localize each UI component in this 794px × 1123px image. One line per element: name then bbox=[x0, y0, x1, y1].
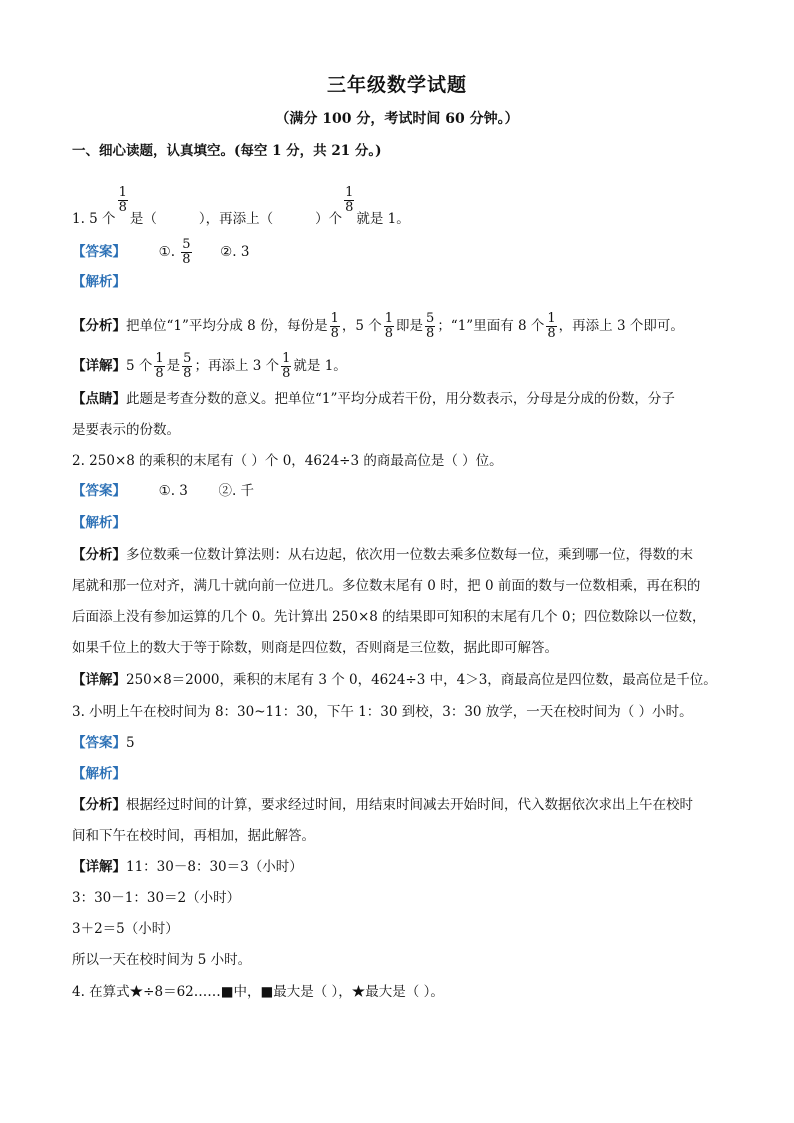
q1-text-c: ），再添上（ bbox=[198, 211, 274, 227]
fenxi-2-line3: 后面添上没有参加运算的几个 0。先计算出 250×8 的结果即可知积的末尾有几个 0；四位数除以一位数， bbox=[72, 609, 706, 625]
xiangjie-2: 【详解】250×8＝2000，乘积的末尾有 3 个 0，4624÷3 中，4＞3，商最高位是四位数，最高位是千位。 bbox=[72, 672, 717, 688]
answer-1-part1: ①. bbox=[158, 244, 175, 260]
section-heading: 一、细心读题，认真填空。(每空 1 分，共 21 分。) bbox=[72, 143, 382, 159]
fenxi-label: 【分析】 bbox=[72, 547, 126, 563]
fenxi-1: 【分析】把单位“1”平均分成 8 份，每份是 $\frac{1}{8}$ ，5 个 $\frac{1}{8}$ 即是 $\frac{5}{8}$ ；“1”里面有 8 个 $\frac{1}{8}$ ，再添上 3 个即可。 bbox=[72, 311, 684, 341]
answer-3: 【答案】5 bbox=[72, 735, 135, 751]
xiangjie-1: 【详解】5 个 $\frac{1}{8}$ 是 $\frac{5}{8}$ ；再添上 3 个 $\frac{1}{8}$ 就是 1。 bbox=[72, 351, 347, 381]
question-3: 3. 小明上午在校时间为 8：30~11：30，下午 1：30 到校，3：30 放学，一天在校时间为（ ）小时。 bbox=[72, 704, 693, 720]
fenxi-label: 【分析】 bbox=[72, 318, 126, 334]
answer-label: 【答案】 bbox=[72, 483, 126, 499]
analysis-heading-1: 【解析】 bbox=[72, 274, 126, 290]
xiangjie-3: 【详解】11：30－8：30＝3（小时） bbox=[72, 859, 303, 875]
analysis-heading-3: 【解析】 bbox=[72, 766, 126, 782]
fraction: $\frac{5}{8}$ bbox=[183, 351, 192, 381]
q1-text-a: 1. 5 个 bbox=[72, 211, 116, 227]
fraction: $\frac{5}{8}$ bbox=[426, 311, 435, 341]
question-2: 2. 250×8 的乘积的末尾有（ ）个 0，4624÷3 的商最高位是（ ）位。 bbox=[72, 453, 503, 469]
answer-2: 【答案】 ①. 3 ②. 千 bbox=[72, 483, 255, 499]
fenxi-2: 【分析】多位数乘一位数计算法则：从右边起，依次用一位数去乘多位数每一位，乘到哪一位，得数的末 bbox=[72, 547, 693, 563]
answer-1-part2: ②. 3 bbox=[220, 244, 250, 260]
dianjing-1-line2: 是要表示的份数。 bbox=[72, 422, 180, 438]
fraction: $\frac{5}{8}$ bbox=[182, 237, 191, 267]
q1-text-d: ）个 bbox=[315, 211, 343, 227]
answer-label: 【答案】 bbox=[72, 735, 126, 751]
xiangjie-3-line2: 3：30－1：30＝2（小时） bbox=[72, 890, 241, 906]
answer-label: 【答案】 bbox=[72, 244, 126, 260]
page-title: 三年级数学试题 bbox=[326, 74, 467, 96]
fraction: $\frac{1}{8}$ bbox=[282, 351, 291, 381]
fraction: $\frac{1}{8}$ bbox=[155, 351, 164, 381]
fenxi-2-line2: 尾就和那一位对齐，满几十就向前一位进几。多位数末尾有 0 时，把 0 前面的数与一位数相乘，再在积的 bbox=[72, 578, 701, 594]
dianjing-1: 【点睛】此题是考查分数的意义。把单位“1”平均分成若干份，用分数表示，分母是分成的份数，分子 bbox=[72, 391, 675, 407]
fraction: $\frac{1}{8}$ bbox=[118, 185, 127, 215]
dianjing-label: 【点睛】 bbox=[72, 391, 126, 407]
fenxi-3: 【分析】根据经过时间的计算，要求经过时间，用结束时间减去开始时间，代入数据依次求出上午在校时 bbox=[72, 797, 693, 813]
q1-text-b: 是（ bbox=[129, 211, 157, 227]
fraction: $\frac{1}{8}$ bbox=[547, 311, 556, 341]
fenxi-2-line4: 如果千位上的数大于等于除数，则商是四位数，否则商是三位数，据此即可解答。 bbox=[72, 640, 558, 656]
page-subtitle: （满分 100 分，考试时间 60 分钟。） bbox=[275, 111, 519, 127]
fenxi-label: 【分析】 bbox=[72, 797, 126, 813]
xiangjie-3-line4: 所以一天在校时间为 5 小时。 bbox=[72, 952, 252, 968]
question-1 bbox=[72, 185, 410, 229]
answer-1 bbox=[72, 238, 249, 267]
detail-label: 【详解】 bbox=[72, 859, 126, 875]
q1-text-e: 就是 1。 bbox=[356, 211, 410, 227]
xiangjie-3-line3: 3＋2＝5（小时） bbox=[72, 921, 179, 937]
fraction: $\frac{1}{8}$ bbox=[384, 311, 394, 341]
question-4: 4. 在算式★÷8＝62……■中，■最大是（ ），★最大是（ ）。 bbox=[72, 984, 444, 1000]
fraction: $\frac{1}{8}$ bbox=[330, 311, 339, 341]
detail-label: 【详解】 bbox=[72, 358, 126, 374]
fraction: $\frac{1}{8}$ bbox=[345, 185, 354, 215]
detail-label: 【详解】 bbox=[72, 672, 126, 688]
fenxi-3-line2: 间和下午在校时间，再相加，据此解答。 bbox=[72, 828, 315, 844]
analysis-heading-2: 【解析】 bbox=[72, 515, 126, 531]
